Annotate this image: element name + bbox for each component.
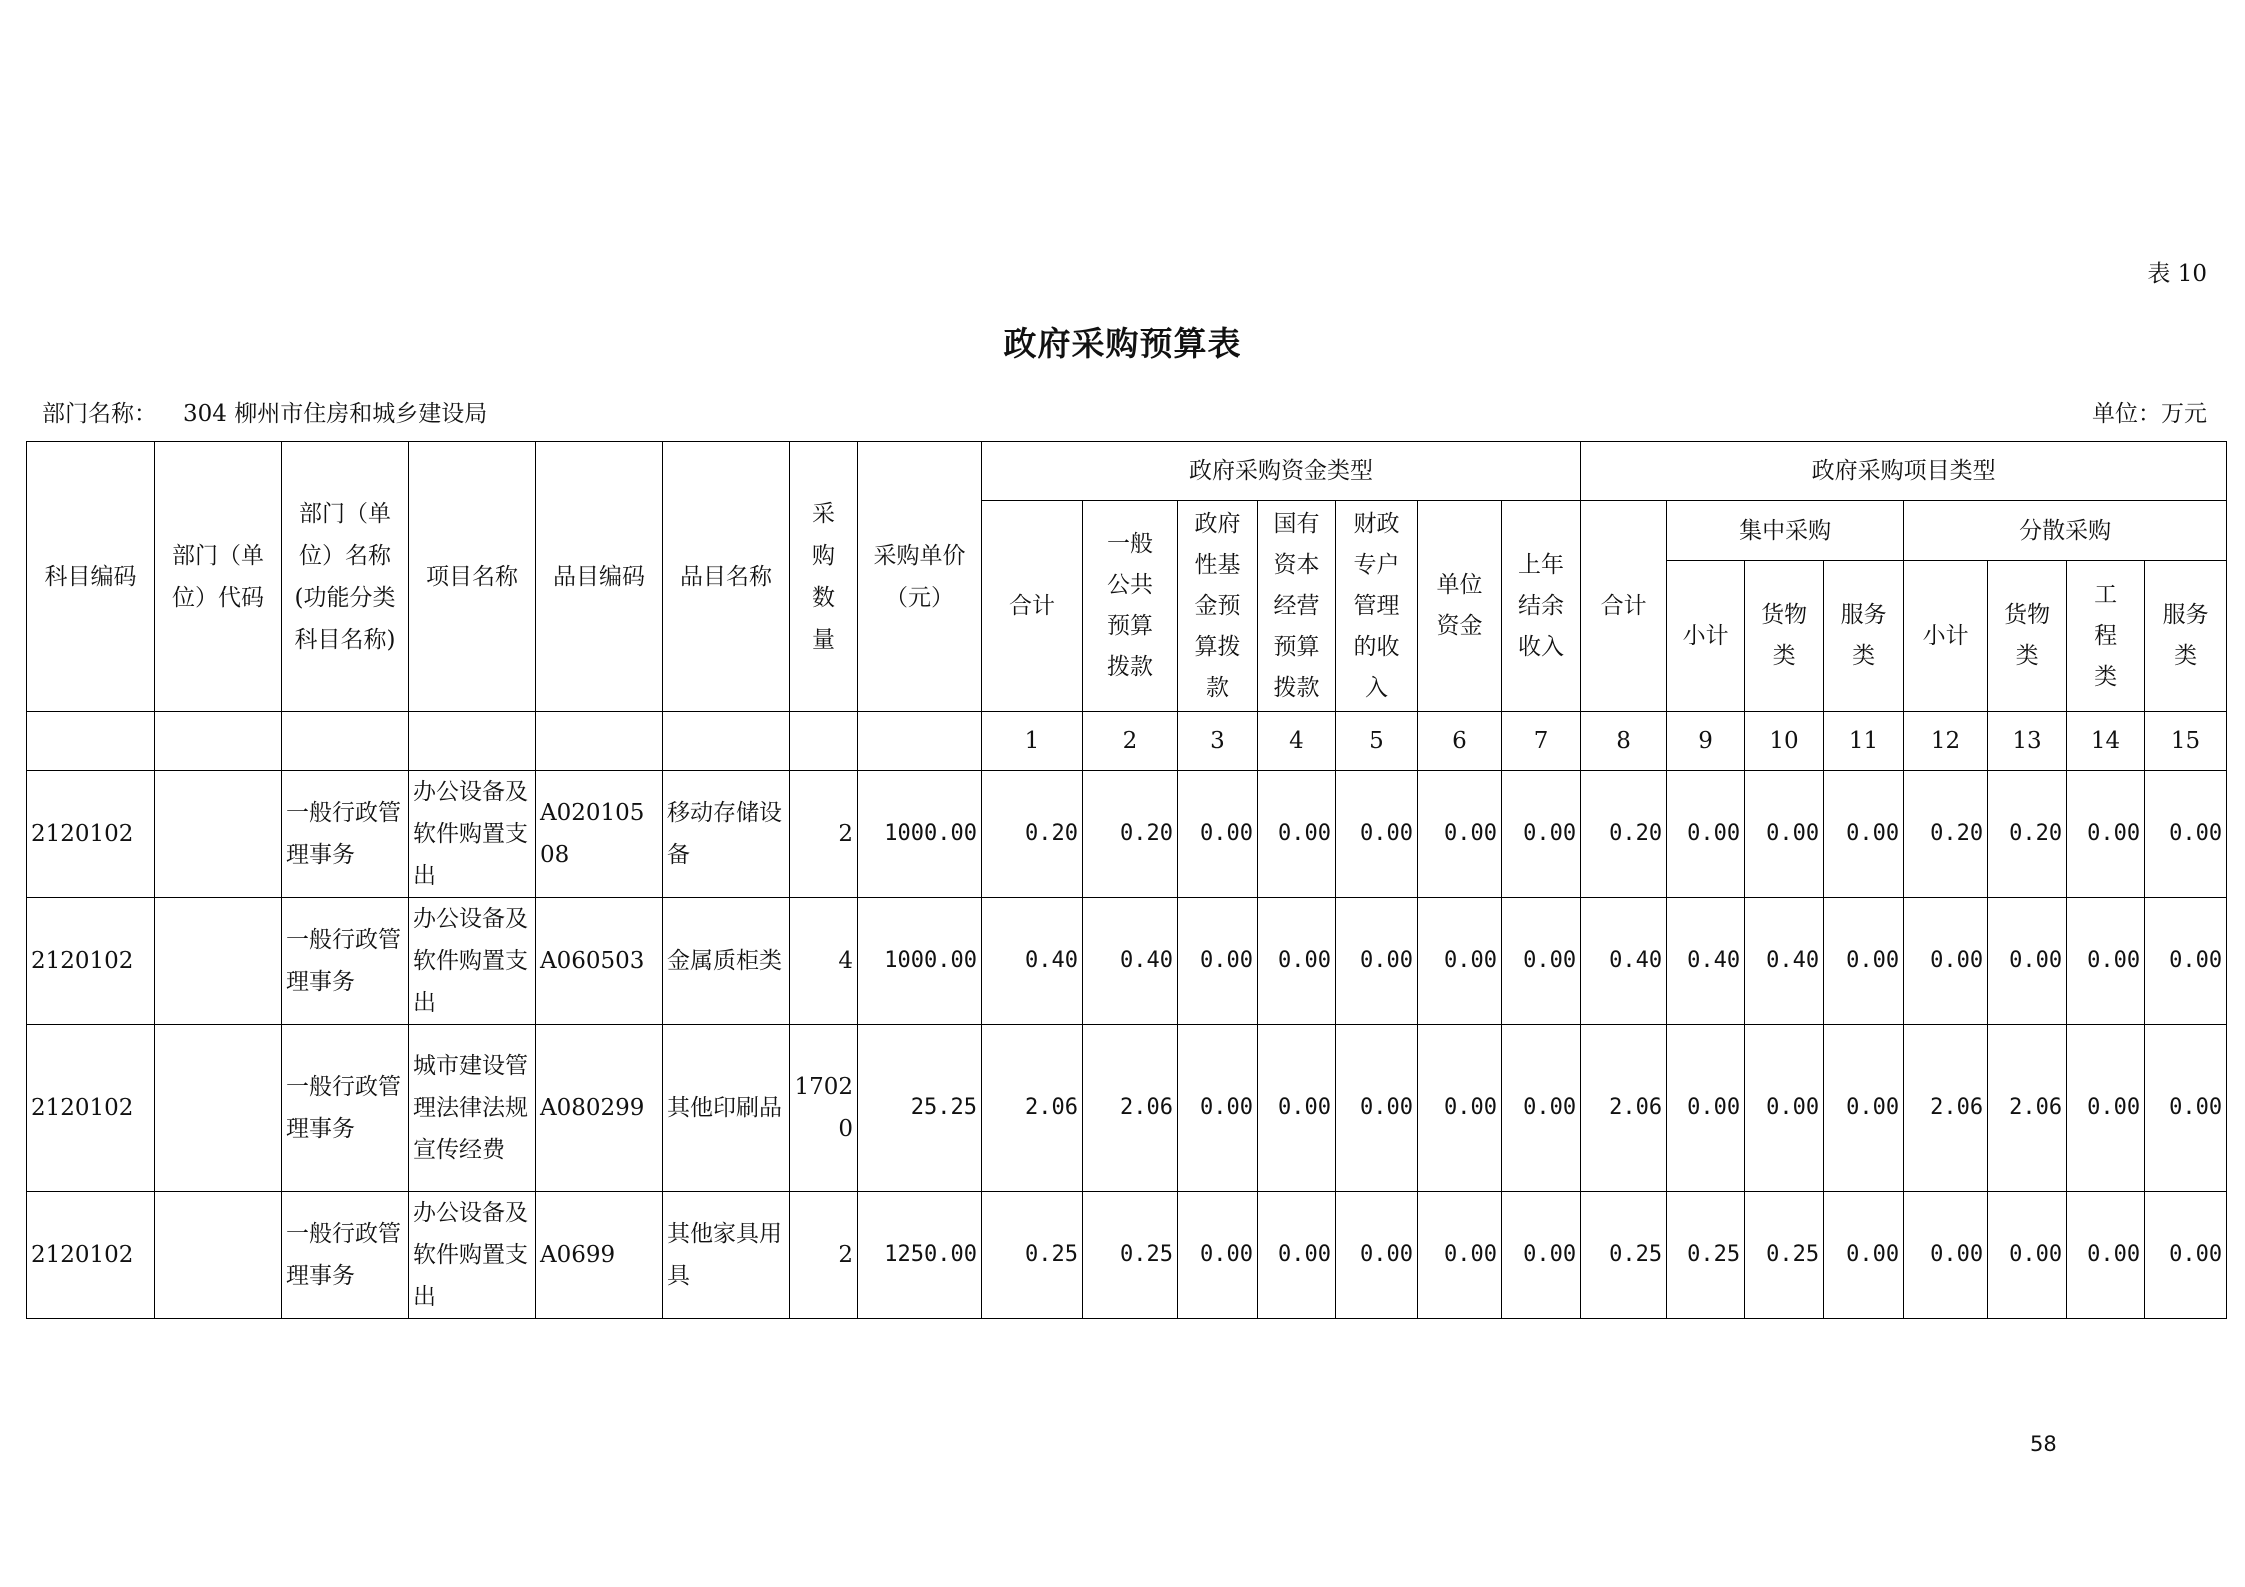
cell-state-capital: 0.00 (1258, 771, 1336, 898)
cell-central-subtotal: 0.00 (1667, 1025, 1745, 1192)
cell-dept-code (155, 898, 282, 1025)
table-row (27, 771, 2227, 898)
cell-state-capital: 0.00 (1258, 1192, 1336, 1319)
cell-general-budget: 0.40 (1083, 898, 1178, 1025)
cell-special-account: 0.00 (1336, 771, 1418, 898)
table-row (27, 898, 2227, 1025)
cell-central-service: 0.00 (1824, 771, 1904, 898)
cell-dispersed-subtotal: 0.00 (1904, 1192, 1988, 1319)
col-number: 1 (982, 712, 1083, 771)
cell-gov-fund: 0.00 (1178, 1025, 1258, 1192)
header-item-name: 品目名称 (663, 442, 790, 712)
col-number-blank (790, 712, 858, 771)
cell-item-name: 移动存储设备 (663, 771, 790, 898)
cell-project-total: 2.06 (1581, 1025, 1667, 1192)
cell-unit-fund: 0.00 (1418, 898, 1502, 1025)
cell-dept-name: 一般行政管理事务 (282, 1192, 409, 1319)
cell-general-budget: 0.20 (1083, 771, 1178, 898)
header-unit-fund: 单位资金 (1418, 501, 1502, 712)
header-dept-name: 部门（单位）名称(功能分类科目名称) (282, 442, 409, 712)
cell-central-goods: 0.40 (1745, 898, 1824, 1025)
cell-unit-price: 25.25 (858, 1025, 982, 1192)
cell-subject-code: 2120102 (27, 771, 155, 898)
cell-special-account: 0.00 (1336, 898, 1418, 1025)
cell-quantity: 17020 (790, 1025, 858, 1192)
header-project-type-group: 政府采购项目类型 (1581, 442, 2227, 501)
col-number: 13 (1988, 712, 2067, 771)
cell-dept-code (155, 1192, 282, 1319)
cell-dispersed-goods: 0.00 (1988, 898, 2067, 1025)
cell-fund-total: 0.40 (982, 898, 1083, 1025)
cell-dept-code (155, 771, 282, 898)
header-subject-code: 科目编码 (27, 442, 155, 712)
col-number: 10 (1745, 712, 1824, 771)
cell-dispersed-works: 0.00 (2067, 1025, 2145, 1192)
col-number: 6 (1418, 712, 1502, 771)
cell-dispersed-service: 0.00 (2145, 898, 2227, 1025)
cell-subject-code: 2120102 (27, 898, 155, 1025)
cell-gov-fund: 0.00 (1178, 1192, 1258, 1319)
cell-gov-fund: 0.00 (1178, 898, 1258, 1025)
cell-dispersed-goods: 0.00 (1988, 1192, 2067, 1319)
cell-dispersed-service: 0.00 (2145, 1192, 2227, 1319)
cell-prior-balance: 0.00 (1502, 898, 1581, 1025)
col-number-blank (663, 712, 790, 771)
cell-central-subtotal: 0.00 (1667, 771, 1745, 898)
header-prior-balance: 上年结余收入 (1502, 501, 1581, 712)
table-row (27, 1192, 2227, 1319)
cell-item-name: 金属质柜类 (663, 898, 790, 1025)
table-row (27, 1025, 2227, 1192)
col-number-blank (858, 712, 982, 771)
cell-project-name: 城市建设管理法律法规宣传经费 (409, 1025, 536, 1192)
cell-central-subtotal: 0.25 (1667, 1192, 1745, 1319)
cell-dispersed-works: 0.00 (2067, 898, 2145, 1025)
department-label: 部门名称： (42, 401, 157, 427)
cell-subject-code: 2120102 (27, 1192, 155, 1319)
cell-fund-total: 0.20 (982, 771, 1083, 898)
cell-item-code: A080299 (536, 1025, 663, 1192)
cell-subject-code: 2120102 (27, 1025, 155, 1192)
cell-item-name: 其他印刷品 (663, 1025, 790, 1192)
header-dispersed-service: 服务类 (2145, 561, 2227, 712)
header-project-name: 项目名称 (409, 442, 536, 712)
cell-special-account: 0.00 (1336, 1192, 1418, 1319)
header-state-capital: 国有资本经营预算拨款 (1258, 501, 1336, 712)
header-fund-type-group: 政府采购资金类型 (982, 442, 1581, 501)
col-number: 5 (1336, 712, 1418, 771)
cell-general-budget: 0.25 (1083, 1192, 1178, 1319)
cell-dispersed-goods: 2.06 (1988, 1025, 2067, 1192)
cell-central-service: 0.00 (1824, 1025, 1904, 1192)
cell-prior-balance: 0.00 (1502, 771, 1581, 898)
header-project-total: 合计 (1581, 501, 1667, 712)
cell-dispersed-subtotal: 0.20 (1904, 771, 1988, 898)
cell-project-name: 办公设备及软件购置支出 (409, 1192, 536, 1319)
header-dept-code: 部门（单位）代码 (155, 442, 282, 712)
header-central-goods: 货物类 (1745, 561, 1824, 712)
cell-unit-fund: 0.00 (1418, 1025, 1502, 1192)
col-number: 8 (1581, 712, 1667, 771)
col-number: 11 (1824, 712, 1904, 771)
header-dispersed-goods: 货物类 (1988, 561, 2067, 712)
cell-central-service: 0.00 (1824, 1192, 1904, 1319)
cell-fund-total: 0.25 (982, 1192, 1083, 1319)
header-central-subtotal: 小计 (1667, 561, 1745, 712)
cell-special-account: 0.00 (1336, 1025, 1418, 1192)
cell-unit-price: 1250.00 (858, 1192, 982, 1319)
page-number: 58 (2030, 1432, 2057, 1456)
col-number-blank (536, 712, 663, 771)
cell-central-subtotal: 0.40 (1667, 898, 1745, 1025)
header-special-account: 财政专户管理的收入 (1336, 501, 1418, 712)
cell-dept-code (155, 1025, 282, 1192)
cell-gov-fund: 0.00 (1178, 771, 1258, 898)
page-title: 政府采购预算表 (1003, 324, 1242, 363)
cell-project-total: 0.40 (1581, 898, 1667, 1025)
cell-unit-fund: 0.00 (1418, 1192, 1502, 1319)
department-line (42, 395, 487, 428)
cell-dispersed-works: 0.00 (2067, 1192, 2145, 1319)
col-number: 12 (1904, 712, 1988, 771)
cell-general-budget: 2.06 (1083, 1025, 1178, 1192)
col-number-blank (155, 712, 282, 771)
header-dispersed-works: 工程类 (2067, 561, 2145, 712)
header-quantity: 采购数量 (790, 442, 858, 712)
header-item-code: 品目编码 (536, 442, 663, 712)
cell-unit-price: 1000.00 (858, 898, 982, 1025)
col-number: 2 (1083, 712, 1178, 771)
cell-item-code: A02010508 (536, 771, 663, 898)
cell-central-goods: 0.25 (1745, 1192, 1824, 1319)
cell-fund-total: 2.06 (982, 1025, 1083, 1192)
col-number: 3 (1178, 712, 1258, 771)
cell-state-capital: 0.00 (1258, 1025, 1336, 1192)
cell-quantity: 4 (790, 898, 858, 1025)
cell-dispersed-service: 0.00 (2145, 771, 2227, 898)
cell-dept-name: 一般行政管理事务 (282, 898, 409, 1025)
cell-dept-name: 一般行政管理事务 (282, 771, 409, 898)
department-name: 304 柳州市住房和城乡建设局 (183, 401, 488, 427)
cell-dispersed-works: 0.00 (2067, 771, 2145, 898)
cell-dispersed-service: 0.00 (2145, 1025, 2227, 1192)
procurement-budget-table (26, 441, 2227, 1319)
cell-unit-fund: 0.00 (1418, 771, 1502, 898)
col-number-blank (27, 712, 155, 771)
header-central-service: 服务类 (1824, 561, 1904, 712)
col-number: 9 (1667, 712, 1745, 771)
cell-central-goods: 0.00 (1745, 1025, 1824, 1192)
header-unit-price: 采购单价（元） (858, 442, 982, 712)
cell-project-total: 0.20 (1581, 771, 1667, 898)
cell-dispersed-subtotal: 2.06 (1904, 1025, 1988, 1192)
col-number: 15 (2145, 712, 2227, 771)
col-number: 7 (1502, 712, 1581, 771)
cell-central-service: 0.00 (1824, 898, 1904, 1025)
cell-quantity: 2 (790, 1192, 858, 1319)
col-number: 4 (1258, 712, 1336, 771)
cell-dispersed-subtotal: 0.00 (1904, 898, 1988, 1025)
cell-project-total: 0.25 (1581, 1192, 1667, 1319)
cell-item-name: 其他家具用具 (663, 1192, 790, 1319)
cell-project-name: 办公设备及软件购置支出 (409, 771, 536, 898)
cell-project-name: 办公设备及软件购置支出 (409, 898, 536, 1025)
cell-dept-name: 一般行政管理事务 (282, 1025, 409, 1192)
cell-central-goods: 0.00 (1745, 771, 1824, 898)
column-number-row (27, 712, 2227, 771)
header-gov-fund: 政府性基金预算拨款 (1178, 501, 1258, 712)
cell-quantity: 2 (790, 771, 858, 898)
table-number: 表 10 (2147, 261, 2207, 287)
cell-prior-balance: 0.00 (1502, 1025, 1581, 1192)
header-dispersed-procurement: 分散采购 (1904, 501, 2227, 561)
cell-unit-price: 1000.00 (858, 771, 982, 898)
col-number-blank (409, 712, 536, 771)
header-fund-total: 合计 (982, 501, 1083, 712)
header-central-procurement: 集中采购 (1667, 501, 1904, 561)
cell-dispersed-goods: 0.20 (1988, 771, 2067, 898)
cell-state-capital: 0.00 (1258, 898, 1336, 1025)
cell-item-code: A0699 (536, 1192, 663, 1319)
cell-prior-balance: 0.00 (1502, 1192, 1581, 1319)
header-general-budget: 一般公共预算拨款 (1083, 501, 1178, 712)
cell-item-code: A060503 (536, 898, 663, 1025)
col-number-blank (282, 712, 409, 771)
unit-label: 单位：万元 (2092, 401, 2207, 427)
header-dispersed-subtotal: 小计 (1904, 561, 1988, 712)
col-number: 14 (2067, 712, 2145, 771)
